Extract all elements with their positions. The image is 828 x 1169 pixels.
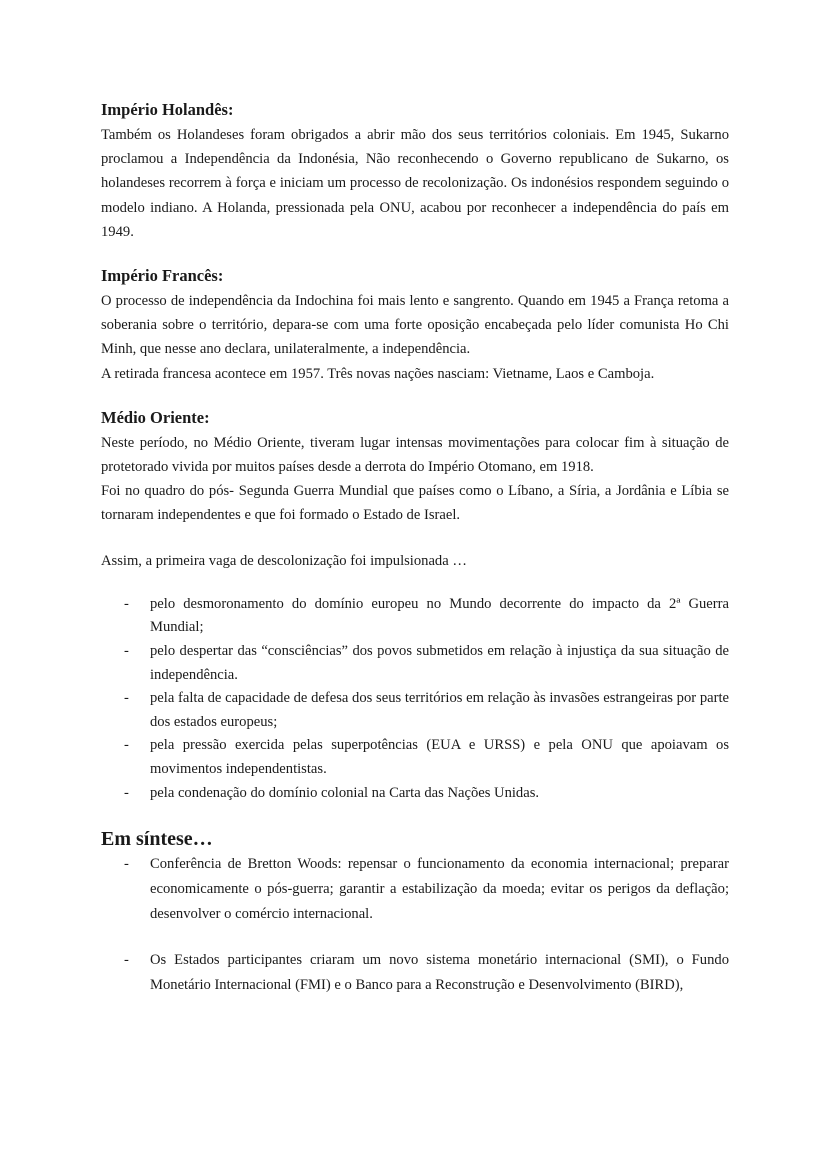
- bullet-dash: -: [124, 856, 129, 873]
- section-title: Império Holandês:: [101, 100, 234, 119]
- list-item-text: pela condenação do domínio colonial na Carta das Nações Unidas.: [150, 784, 540, 801]
- list-item-text: pelo desmoronamento do domínio europeu no Mundo decorrente do impacto da 2ª Guerra Mundial;: [150, 595, 729, 636]
- section-imperio-holandes: [101, 99, 729, 244]
- list-item: [101, 640, 729, 687]
- bullet-dash: -: [124, 690, 129, 707]
- section-paragraph: Neste período, no Médio Oriente, tiveram lugar intensas movimentações para colocar fim à situação de protetorado vivida por muitos países desde a derrota do Império Otomano, em 1918.: [101, 434, 729, 476]
- list-item-text: pela pressão exercida pelas superpotências (EUA e URSS) e pela ONU que apoiavam os movimentos independentistas.: [150, 737, 729, 777]
- list-item: [101, 593, 729, 640]
- bullet-dash: -: [124, 595, 129, 612]
- intro-paragraph: Assim, a primeira vaga de descolonização foi impulsionada …: [101, 552, 467, 569]
- bullet-dash: -: [124, 643, 129, 660]
- causes-list: [101, 593, 729, 805]
- list-item-text: pela falta de capacidade de defesa dos seus territórios em relação às invasões estrangeiras por parte dos estados europeus;: [150, 690, 729, 730]
- document-page: [101, 99, 729, 1019]
- list-item-text: Conferência de Bretton Woods: repensar o funcionamento da economia internacional; preparar economicamente o pós-guerra; garantir a estabilização da moeda; evitar os perigos da deflação; desenvolver o comércio internacional.: [150, 856, 729, 923]
- section-title: Império Francês:: [101, 266, 224, 286]
- synthesis-section: [101, 826, 729, 998]
- section-title: Médio Oriente:: [101, 407, 210, 427]
- synthesis-list: [101, 852, 729, 998]
- section-paragraph: Foi no quadro do pós- Segunda Guerra Mundial que países como o Líbano, a Síria, a Jordânia e Líbia se tornaram independentes e que foi formado o Estado de Israel.: [101, 483, 729, 524]
- section-paragraph: Também os Holandeses foram obrigados a abrir mão dos seus territórios coloniais. Em 1945, Sukarno proclamou a Independência da Indonésia, Não reconhecendo o Governo republicano de Sukarno, os holandeses recorrem à força e iniciam um processo de recolonização. Os indonésios respondem seguindo o modelo indiano. A Holanda, pressionada pela ONU, acabou por reconhecer a independência do país em 1949.: [101, 127, 729, 240]
- synthesis-title: Em síntese…: [101, 828, 213, 851]
- list-item: [101, 687, 729, 734]
- list-item: [101, 734, 729, 781]
- section-paragraph: O processo de independência da Indochina foi mais lento e sangrento. Quando em 1945 a França retoma a soberania sobre o território, depara-se com uma forte oposição encabeçada pelo líder comunista Ho Chi Minh, que nesse ano declara, unilateralmente, a independência.: [101, 293, 729, 358]
- bullet-dash: -: [124, 737, 129, 754]
- list-item: [101, 852, 729, 927]
- list-item-text: Os Estados participantes criaram um novo sistema monetário internacional (SMI), o Fundo Monetário Internacional (FMI) e o Banco para a Reconstrução e Desenvolvimento (BIRD),: [150, 952, 729, 994]
- bullet-dash: -: [124, 952, 129, 969]
- section-imperio-frances: [101, 265, 729, 386]
- list-item-text: pelo despertar das “consciências” dos povos submetidos em relação à injustiça da sua situação de independência.: [150, 643, 729, 683]
- list-item: [101, 948, 729, 998]
- list-item: [101, 782, 729, 806]
- section-medio-oriente: [101, 407, 729, 528]
- bullet-dash: -: [124, 784, 129, 801]
- section-paragraph: A retirada francesa acontece em 1957. Três novas nações nasciam: Vietname, Laos e Camboja.: [101, 365, 655, 382]
